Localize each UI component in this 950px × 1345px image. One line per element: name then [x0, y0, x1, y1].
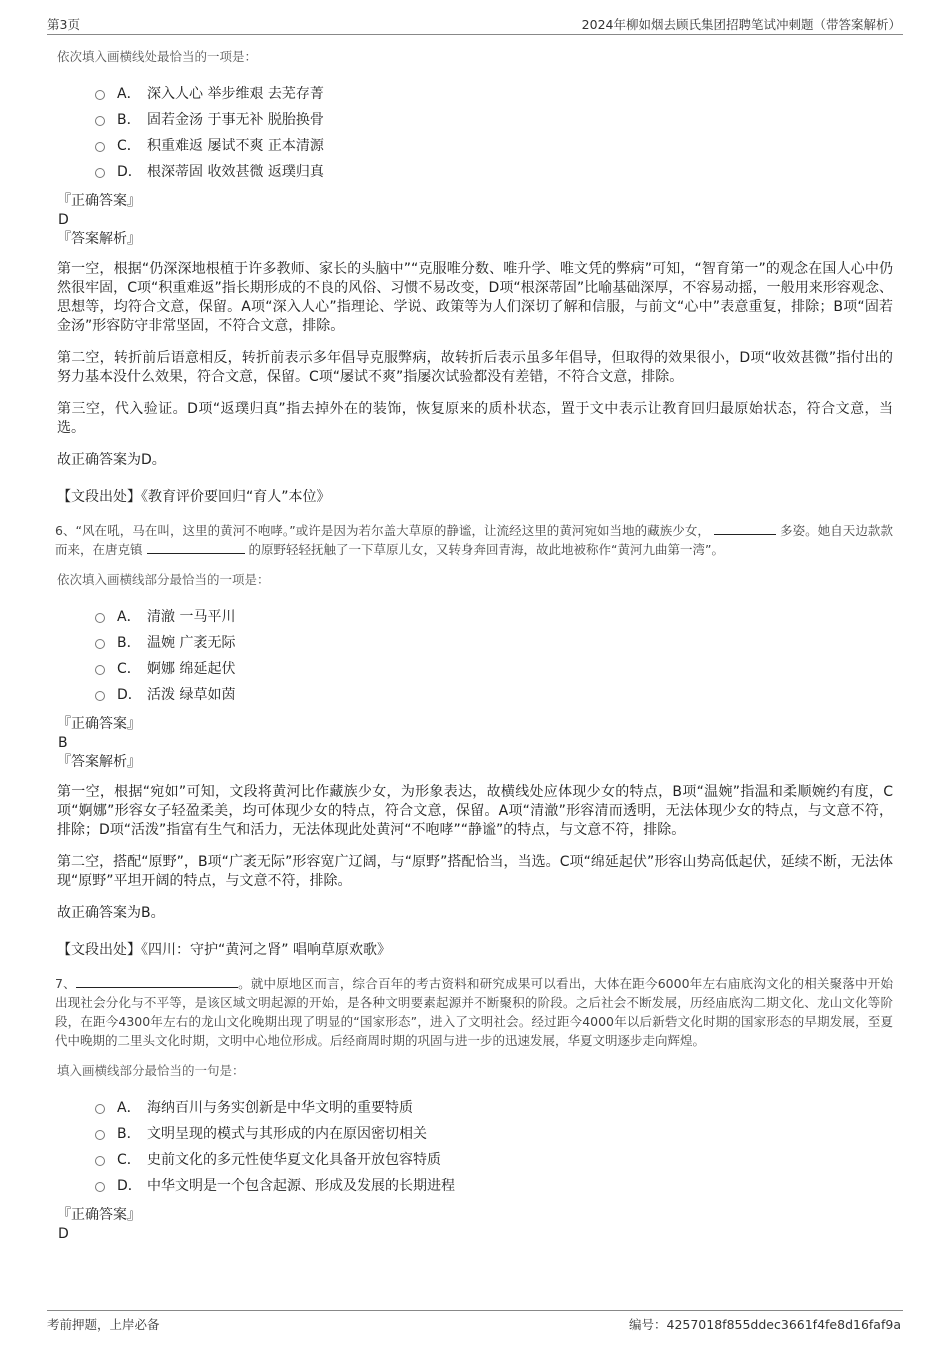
- question-6: [57, 521, 893, 960]
- radio-icon[interactable]: [95, 639, 105, 649]
- radio-icon[interactable]: [95, 1182, 105, 1192]
- radio-icon[interactable]: [95, 613, 105, 623]
- option-b[interactable]: B． 温婉 广袤无际: [95, 629, 893, 655]
- option-a[interactable]: A． 深入人心 举步维艰 去芜存菁: [95, 80, 893, 106]
- analysis-conclusion: 故正确答案为D。: [57, 452, 166, 468]
- document-id: 编号：4257018f855ddec3661f4fe8d16faf9a: [629, 1317, 901, 1332]
- analysis-label: 『答案解析』: [57, 754, 141, 770]
- question-7: [57, 974, 893, 1244]
- analysis-paragraph: 第三空，代入验证。D项“返璞归真”指去掉外在的装饰，恢复原来的质朴状态，置于文中表示让教育回归最原始状态，符合文意，当选。: [57, 401, 893, 436]
- answer-label: 『正确答案』: [57, 716, 141, 732]
- footer-slogan: 考前押题，上岸必备: [47, 1317, 160, 1332]
- passage-source: 【文段出处】《教育评价要回归“育人”本位》: [57, 489, 331, 505]
- option-list: [95, 603, 893, 707]
- page-content: [57, 48, 893, 1244]
- question-instruction: 依次填入画横线处最恰当的一项是：: [57, 49, 258, 64]
- option-c[interactable]: C． 积重难返 屡试不爽 正本清源: [95, 132, 893, 158]
- option-b[interactable]: B． 文明呈现的模式与其形成的内在原因密切相关: [95, 1120, 893, 1146]
- question-instruction: 依次填入画横线部分最恰当的一项是：: [57, 572, 270, 587]
- option-a[interactable]: A． 清澈 一马平川: [95, 603, 893, 629]
- analysis-conclusion: 故正确答案为B。: [57, 905, 165, 921]
- radio-icon[interactable]: [95, 116, 105, 126]
- option-d[interactable]: D． 活泼 绿草如茵: [95, 681, 893, 707]
- analysis-paragraph: 第一空，根据“宛如”可知，文段将黄河比作藏族少女，为形象表达，故横线处应体现少女的特点，B项“温婉”指温和柔顺婉约有度，C项“婀娜”形容女子轻盈柔美，均可体现少女的特点，符合文意，保留。A项“清澈”形容清而透明，无法体现少女的特点，与文意不符，排除；D项“活泼”指富有生气和活力，无法体现此处黄河“不咆哮”“静谧”的特点，与文意不符，排除。: [57, 784, 893, 838]
- radio-icon[interactable]: [95, 90, 105, 100]
- radio-icon[interactable]: [95, 142, 105, 152]
- question-5: [57, 48, 893, 507]
- correct-answer: D: [58, 212, 69, 228]
- radio-icon[interactable]: [95, 1130, 105, 1140]
- answer-label: 『正确答案』: [57, 1207, 141, 1223]
- analysis-paragraph: 第一空，根据“仍深深地根植于许多教师、家长的头脑中”“克服唯分数、唯升学、唯文凭的弊病”可知，“智育第一”的观念在国人心中仍然很牢固，C项“积重难返”指长期形成的不良的风俗、习惯不易改变，D项“根深蒂固”比喻基础深厚，不容易动摇，一般用来形容观念、思想等，均符合文意，保留。A项“深入人心”指理论、学说、政策等为人们深切了解和信服，与前文“心中”表意重复，排除；B项“固若金汤”形容防守非常坚固，不符合文意，排除。: [57, 261, 893, 334]
- page-header: [47, 12, 903, 35]
- question-text: 7、 。就中原地区而言，综合百年的考古资料和研究成果可以看出，大体在距今6000年左右庙底沟文化的相关聚落中开始出现社会分化与不平等，是该区域文明起源的开始，是各种文明要素起源并不断聚积的阶段。之后社会不断发展，历经庙底沟二期文化、龙山文化等阶段，在距今4300年左右的龙山文化晚期出现了明显的“国家形态”，进入了文明社会。经过距今4000年以后新砦文化时期的国家形态的早期发展，至夏代中晚期的二里头文化时期，文明中心地位形成。后经商周时期的巩固与进一步的迅速发展，华夏文明逐步走向辉煌。: [55, 976, 893, 1048]
- question-text: 6、“风在吼，马在叫，这里的黄河不咆哮。”或许是因为若尔盖大草原的静谧，让流经这里的黄河宛如当地的藏族少女， 多姿。她自天边款款而来，在唐克镇 的原野轻轻抚触了一下草原儿女，又转身奔回青海，故此地被称作“黄河九曲第一湾”。: [55, 523, 893, 557]
- option-c[interactable]: C． 史前文化的多元性使华夏文化具备开放包容特质: [95, 1146, 893, 1172]
- page-footer: [47, 1310, 903, 1333]
- analysis-paragraph: 第二空，转折前后语意相反，转折前表示多年倡导克服弊病，故转折后表示虽多年倡导，但取得的效果很小，D项“收效甚微”指付出的努力基本没什么效果，符合文意，保留。C项“屡试不爽”指屡次试验都没有差错，不符合文意，排除。: [57, 350, 893, 385]
- correct-answer: B: [58, 735, 68, 751]
- radio-icon[interactable]: [95, 665, 105, 675]
- option-a[interactable]: A． 海纳百川与务实创新是中华文明的重要特质: [95, 1094, 893, 1120]
- correct-answer: D: [58, 1226, 69, 1242]
- option-c[interactable]: C． 婀娜 绵延起伏: [95, 655, 893, 681]
- radio-icon[interactable]: [95, 691, 105, 701]
- question-instruction: 填入画横线部分最恰当的一句是：: [57, 1063, 245, 1078]
- option-d[interactable]: D． 根深蒂固 收效甚微 返璞归真: [95, 158, 893, 184]
- answer-label: 『正确答案』: [57, 193, 141, 209]
- fill-blank: [714, 521, 776, 535]
- analysis-label: 『答案解析』: [57, 231, 141, 247]
- page-number: 第3页: [47, 17, 80, 32]
- option-list: [95, 1094, 893, 1198]
- fill-blank: [76, 974, 238, 988]
- fill-blank: [147, 540, 245, 554]
- analysis-paragraph: 第二空，搭配“原野”，B项“广袤无际”形容宽广辽阔，与“原野”搭配恰当，当选。C项“绵延起伏”形容山势高低起伏，延续不断，无法体现“原野”平坦开阔的特点，与文意不符，排除。: [57, 854, 893, 889]
- radio-icon[interactable]: [95, 1104, 105, 1114]
- option-d[interactable]: D． 中华文明是一个包含起源、形成及发展的长期进程: [95, 1172, 893, 1198]
- radio-icon[interactable]: [95, 168, 105, 178]
- document-title: 2024年柳如烟去顾氏集团招聘笔试冲刺题（带答案解析）: [581, 17, 901, 32]
- passage-source: 【文段出处】《四川：守护“黄河之肾” 唱响草原欢歌》: [57, 942, 391, 958]
- option-b[interactable]: B． 固若金汤 于事无补 脱胎换骨: [95, 106, 893, 132]
- radio-icon[interactable]: [95, 1156, 105, 1166]
- option-list: [95, 80, 893, 184]
